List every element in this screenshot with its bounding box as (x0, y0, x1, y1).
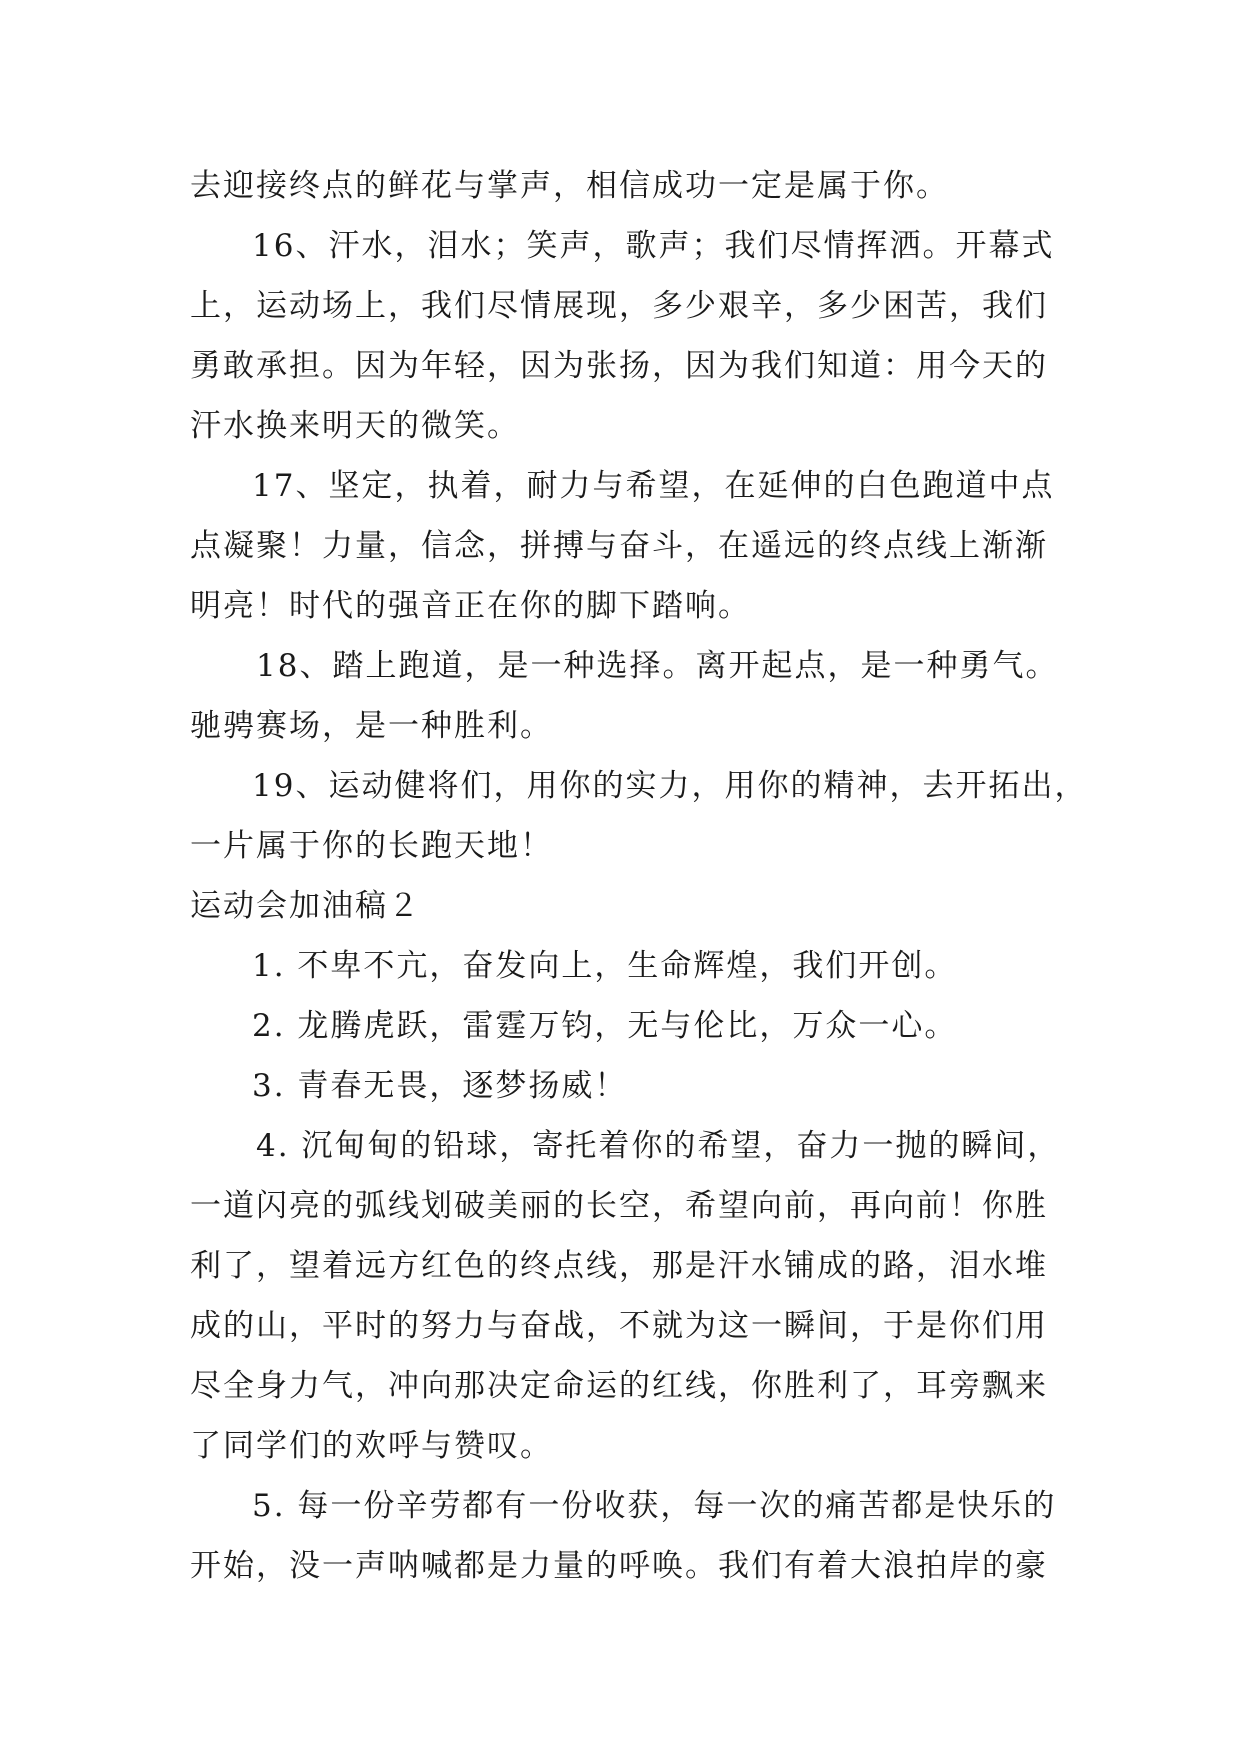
text-line: 成的山，平时的努力与奋战，不就为这一瞬间，于是你们用 (190, 1308, 1048, 1344)
paragraph-17-line: 17、坚定，执着，耐力与希望，在延伸的白色跑道中点 (252, 468, 1055, 504)
paragraph-18-line: 18、踏上跑道，是一种选择。离开起点，是一种勇气。 (256, 648, 1059, 684)
text-line: 尽全身力气，冲向那决定命运的红线，你胜利了，耳旁飘来 (190, 1368, 1048, 1404)
list-item-5: 5. 每一份辛劳都有一份收获，每一次的痛苦都是快乐的 (252, 1488, 1057, 1524)
list-item-1: 1. 不卑不亢，奋发向上，生命辉煌，我们开创。 (252, 948, 958, 984)
text-line: 点凝聚！力量，信念，拼搏与奋斗，在遥远的终点线上渐渐 (190, 528, 1048, 564)
text-line: 汗水换来明天的微笑。 (190, 408, 520, 444)
section-heading: 运动会加油稿２ (190, 888, 421, 924)
list-item-4: 4. 沉甸甸的铅球，寄托着你的希望，奋力一抛的瞬间， (256, 1128, 1061, 1164)
list-item-3: 3. 青春无畏，逐梦扬威！ (252, 1068, 628, 1104)
text-line: 去迎接终点的鲜花与掌声，相信成功一定是属于你。 (190, 168, 949, 204)
list-item-2: 2. 龙腾虎跃，雷霆万钧，无与伦比，万众一心。 (252, 1008, 958, 1044)
document-body (190, 156, 1088, 1596)
text-line: 勇敢承担。因为年轻，因为张扬，因为我们知道：用今天的 (190, 348, 1048, 384)
text-line: 上，运动场上，我们尽情展现，多少艰辛，多少困苦，我们 (190, 288, 1048, 324)
paragraph-16-line: 16、汗水，泪水；笑声，歌声；我们尽情挥洒。开幕式 (252, 228, 1055, 264)
text-line: 开始，没一声呐喊都是力量的呼唤。我们有着大浪拍岸的豪 (190, 1548, 1048, 1584)
text-line: 一片属于你的长跑天地！ (190, 828, 553, 864)
paragraph-19-line: 19、运动健将们，用你的实力，用你的精神，去开拓出， (252, 768, 1088, 804)
text-line: 一道闪亮的弧线划破美丽的长空，希望向前，再向前！你胜 (190, 1188, 1048, 1224)
text-line: 利了，望着远方红色的终点线，那是汗水铺成的路，泪水堆 (190, 1248, 1048, 1284)
text-line: 了同学们的欢呼与赞叹。 (190, 1428, 553, 1464)
text-line: 驰骋赛场，是一种胜利。 (190, 708, 553, 744)
text-line: 明亮！时代的强音正在你的脚下踏响。 (190, 588, 751, 624)
